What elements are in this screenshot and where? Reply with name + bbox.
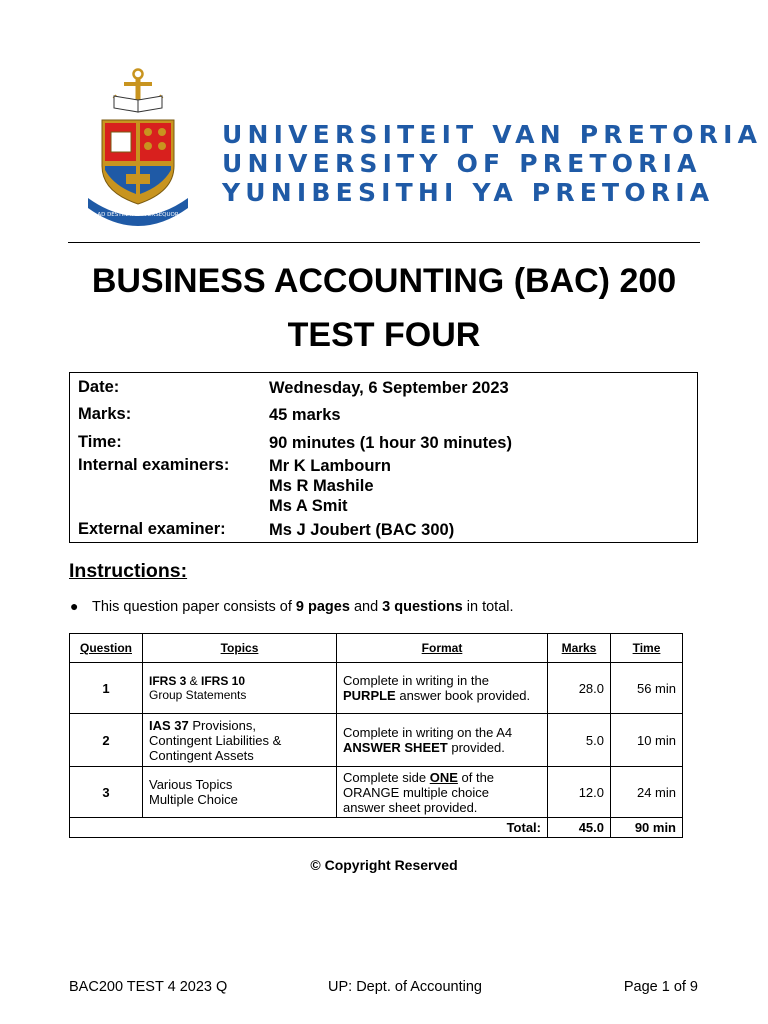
topic-description: Contingent Liabilities &	[149, 732, 282, 748]
marks-value: 45 marks	[269, 406, 341, 424]
format-line: Complete in writing on the A4	[343, 725, 513, 740]
format-line: Complete side	[343, 769, 430, 785]
question-topics	[143, 767, 337, 818]
external-examiner-value: Ms J Joubert (BAC 300)	[269, 521, 455, 539]
header-format: Format	[337, 634, 548, 663]
university-name-afrikaans: UNIVERSITEIT VAN PRETORIA	[222, 120, 763, 149]
crest-motto: AD DESTINATUM PERSEQUOR	[97, 212, 179, 218]
internal-examiners-label: Internal examiners:	[78, 456, 230, 474]
instructions-heading: Instructions:	[69, 560, 188, 582]
topic-description: Provisions,	[188, 717, 256, 733]
question-number: 3	[70, 767, 143, 818]
footer-document-code: BAC200 TEST 4 2023 Q	[69, 979, 228, 995]
format-line: of the	[457, 769, 495, 785]
table-row	[70, 767, 683, 818]
bullet-pages: 9 pages	[295, 599, 350, 615]
questions-table	[69, 633, 683, 838]
question-time: 56 min	[611, 663, 683, 714]
format-line: Complete in writing in the	[343, 673, 489, 688]
format-emphasis: PURPLE	[343, 688, 396, 703]
bullet-dot: ●	[70, 598, 79, 614]
time-value: 90 minutes (1 hour 30 minutes)	[269, 434, 512, 452]
topic-ampersand: &	[186, 674, 202, 688]
topic-code: IFRS 3	[149, 674, 187, 688]
question-number: 1	[70, 663, 143, 714]
internal-examiners-values	[269, 456, 391, 516]
topic-code-2: IFRS 10	[201, 674, 246, 688]
topic-description: Various Topics	[149, 777, 233, 792]
header-divider	[68, 242, 700, 243]
date-label: Date:	[78, 378, 120, 396]
bullet-text-post: in total.	[462, 599, 514, 615]
date-value: Wednesday, 6 September 2023	[269, 379, 509, 397]
marks-label: Marks:	[78, 405, 132, 423]
question-marks: 28.0	[548, 663, 611, 714]
question-time: 24 min	[611, 767, 683, 818]
page-subtitle: TEST FOUR	[287, 316, 481, 354]
topic-description: Contingent Assets	[149, 747, 254, 763]
header-marks: Marks	[548, 634, 611, 663]
internal-examiner-2: Ms R Mashile	[269, 477, 374, 495]
copyright-notice: © Copyright Reserved	[310, 857, 458, 873]
format-line: ORANGE multiple choice	[343, 784, 489, 800]
bullet-questions: 3 questions	[382, 599, 463, 615]
question-time: 10 min	[611, 714, 683, 767]
topic-code: IAS 37	[149, 717, 189, 733]
topic-description: Group Statements	[149, 688, 247, 702]
table-row	[70, 663, 683, 714]
header-topics: Topics	[143, 634, 337, 663]
question-format	[337, 714, 548, 767]
header-question: Question	[70, 634, 143, 663]
university-name-sepedi: YUNIBESITHI YA PRETORIA	[222, 178, 715, 207]
bullet-text-mid: and	[349, 599, 383, 615]
format-emphasis: ONE	[429, 769, 458, 785]
question-marks: 5.0	[548, 714, 611, 767]
question-format	[337, 767, 548, 818]
university-name	[222, 120, 763, 207]
format-line: answer sheet provided.	[343, 799, 478, 815]
footer-page-number: Page 1 of 9	[623, 979, 698, 995]
topic-description: Multiple Choice	[149, 792, 238, 807]
header-time: Time	[611, 634, 683, 663]
instructions-bullet	[70, 598, 514, 615]
total-marks: 45.0	[548, 818, 611, 838]
format-emphasis: ANSWER SHEET	[343, 740, 448, 755]
question-topics	[143, 714, 337, 767]
university-crest-logo	[84, 66, 192, 226]
bullet-text-pre: This question paper consists of	[92, 599, 296, 615]
internal-examiner-1: Mr K Lambourn	[269, 457, 391, 475]
question-format	[337, 663, 548, 714]
external-examiner-label: External examiner:	[78, 520, 226, 538]
exam-info-box	[69, 372, 698, 543]
format-line: provided.	[447, 740, 505, 755]
total-label: Total:	[70, 818, 548, 838]
table-total-row	[70, 818, 683, 838]
question-topics	[143, 663, 337, 714]
time-label: Time:	[78, 433, 122, 451]
footer-department: UP: Dept. of Accounting	[328, 979, 482, 995]
question-marks: 12.0	[548, 767, 611, 818]
page-title: BUSINESS ACCOUNTING (BAC) 200	[91, 262, 677, 300]
table-row	[70, 714, 683, 767]
question-number: 2	[70, 714, 143, 767]
internal-examiner-3: Ms A Smit	[269, 497, 348, 515]
table-header-row	[70, 634, 683, 663]
total-time: 90 min	[611, 818, 683, 838]
university-name-english: UNIVERSITY OF PRETORIA	[222, 149, 702, 178]
format-line: answer book provided.	[395, 688, 531, 703]
